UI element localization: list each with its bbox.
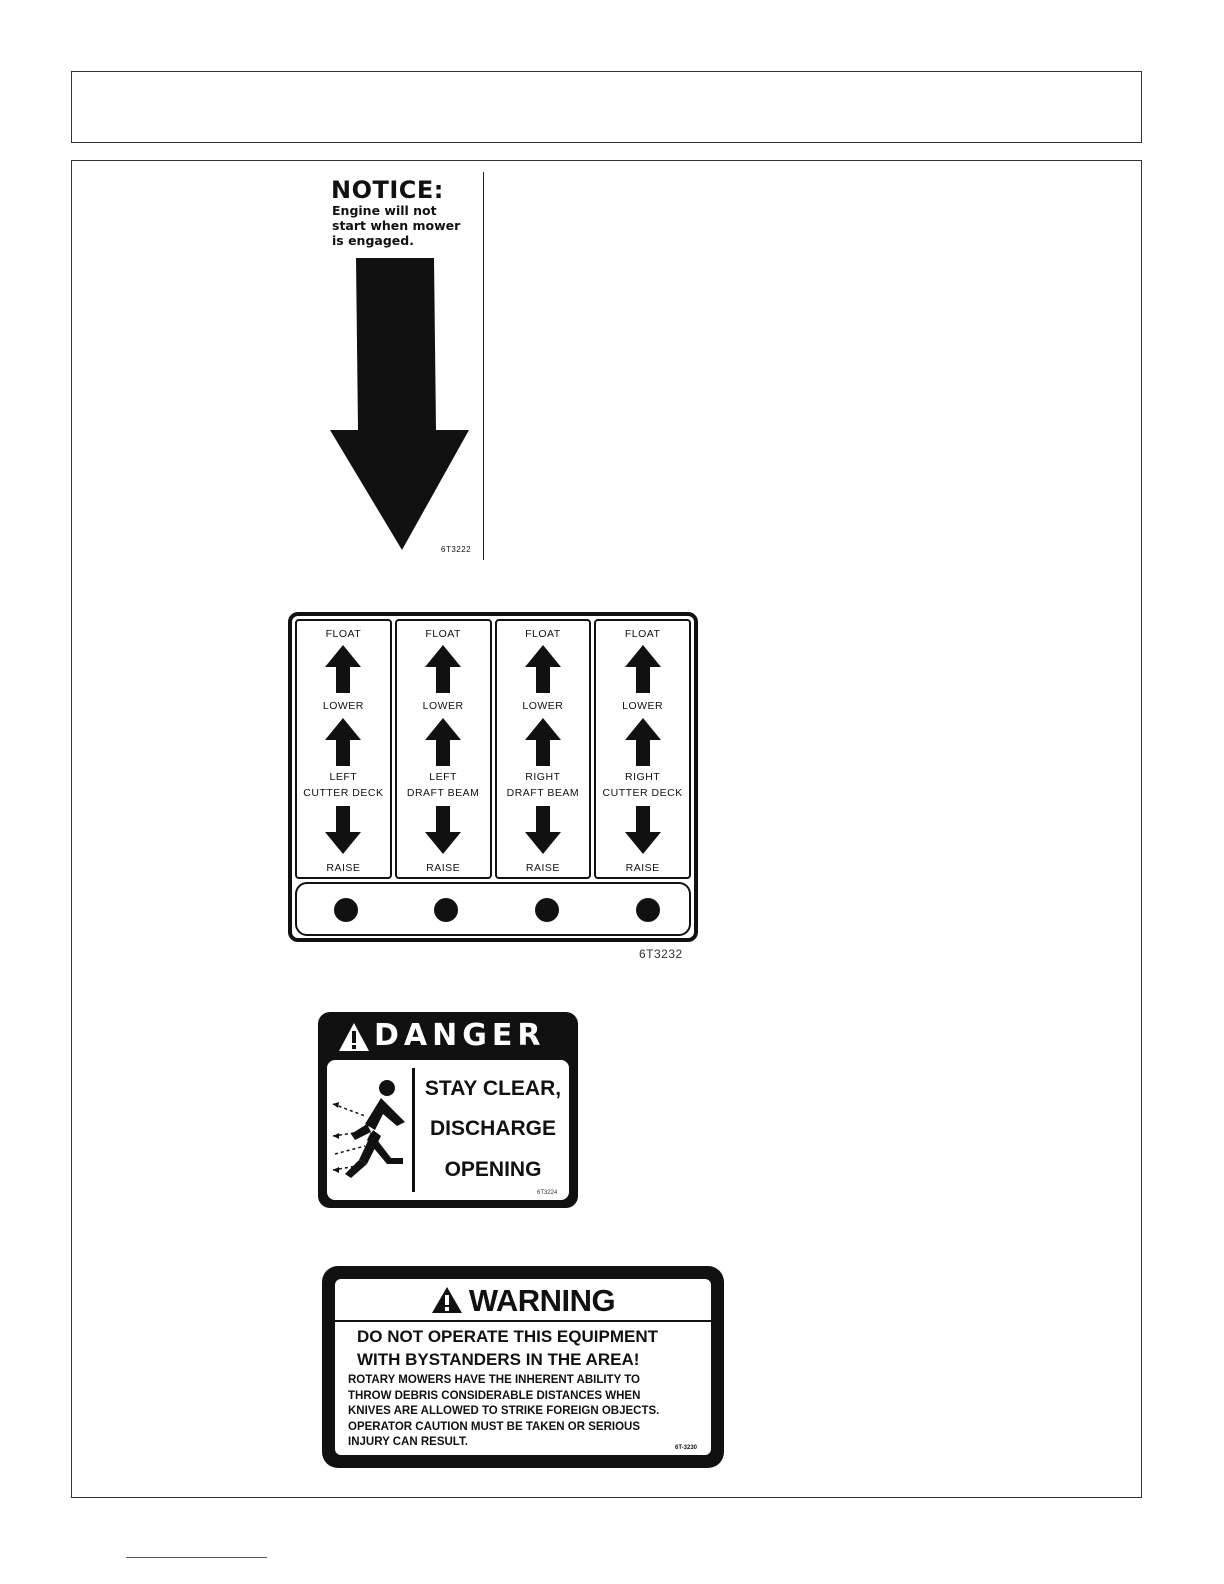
lower-label: LOWER — [522, 700, 564, 712]
float-label: FLOAT — [624, 628, 661, 640]
function-label: RIGHT CUTTER DECK — [602, 771, 683, 799]
notice-body: Engine will not start when mower is engaged. — [332, 203, 461, 248]
control-column — [295, 619, 392, 879]
notice-decal — [328, 172, 486, 562]
up-arrow-icon — [525, 645, 561, 693]
raise-label: RAISE — [326, 862, 361, 874]
warning-header — [335, 1283, 711, 1319]
down-arrow-icon — [625, 806, 661, 854]
down-arrow-icon — [525, 806, 561, 854]
up-arrow-icon — [625, 645, 661, 693]
notice-title: NOTICE: — [331, 176, 444, 204]
header-box — [71, 71, 1142, 143]
control-column — [495, 619, 592, 879]
warning-part-number: 6T-3230 — [675, 1445, 698, 1451]
lever-knob-icon — [535, 898, 559, 922]
down-arrow-icon — [325, 806, 361, 854]
lever-knob-icon — [334, 898, 358, 922]
control-columns — [295, 619, 691, 879]
raise-label: RAISE — [426, 862, 461, 874]
danger-part-number: 6T3224 — [537, 1190, 558, 1196]
footer-link-rule — [126, 1557, 267, 1558]
function-label: LEFT DRAFT BEAM — [406, 771, 480, 799]
float-label: FLOAT — [325, 628, 362, 640]
lever-knob-row — [295, 882, 691, 936]
danger-divider — [412, 1068, 415, 1192]
lever-knob-icon — [434, 898, 458, 922]
danger-header — [330, 1016, 570, 1058]
control-column — [594, 619, 691, 879]
up-arrow-icon — [625, 718, 661, 766]
danger-line-2: DISCHARGE — [429, 1117, 556, 1140]
warning-triangle-icon — [338, 1022, 370, 1052]
warning-triangle-icon — [431, 1286, 463, 1314]
warning-decal — [322, 1266, 724, 1468]
control-column — [395, 619, 492, 879]
up-arrow-icon — [325, 645, 361, 693]
lever-knob-icon — [636, 898, 660, 922]
control-part-number: 6T3232 — [639, 947, 683, 961]
hydraulic-control-decal — [288, 612, 698, 942]
warning-rule — [335, 1320, 711, 1322]
down-arrow-icon — [425, 806, 461, 854]
float-label: FLOAT — [525, 628, 561, 640]
danger-line-3: OPENING — [444, 1158, 542, 1181]
thrown-debris-figure-icon — [331, 1074, 411, 1186]
warning-signal-word: WARNING — [468, 1283, 616, 1318]
function-label: RIGHT DRAFT BEAM — [506, 771, 580, 799]
danger-message-panel — [327, 1060, 569, 1200]
raise-label: RAISE — [625, 862, 660, 874]
notice-edge-rule — [483, 172, 484, 560]
up-arrow-icon — [425, 718, 461, 766]
warning-message-panel — [335, 1279, 711, 1455]
warning-headline: DO NOT OPERATE THIS EQUIPMENT WITH BYSTANDERS IN THE AREA! — [357, 1327, 658, 1369]
function-label: LEFT CUTTER DECK — [303, 771, 384, 799]
danger-signal-word: DANGER — [374, 1018, 546, 1053]
notice-part-number: 6T3222 — [441, 545, 472, 554]
up-arrow-icon — [425, 645, 461, 693]
danger-line-1: STAY CLEAR, — [424, 1077, 562, 1100]
up-arrow-icon — [525, 718, 561, 766]
lower-label: LOWER — [422, 700, 464, 712]
up-arrow-icon — [325, 718, 361, 766]
float-label: FLOAT — [425, 628, 461, 640]
danger-decal — [318, 1012, 578, 1208]
down-arrow-icon — [328, 256, 478, 556]
raise-label: RAISE — [525, 862, 560, 874]
lower-label: LOWER — [622, 700, 664, 712]
warning-body: ROTARY MOWERS HAVE THE INHERENT ABILITY TO THROW DEBRIS CONSIDERABLE DISTANCES WHEN KNIVES ARE ALLOWED TO STRIKE FOREIGN OBJECTS. OPERATOR CAUTION MUST BE TAKEN OR SERIOUS INJURY CAN RESULT. — [348, 1374, 660, 1448]
lower-label: LOWER — [322, 700, 364, 712]
